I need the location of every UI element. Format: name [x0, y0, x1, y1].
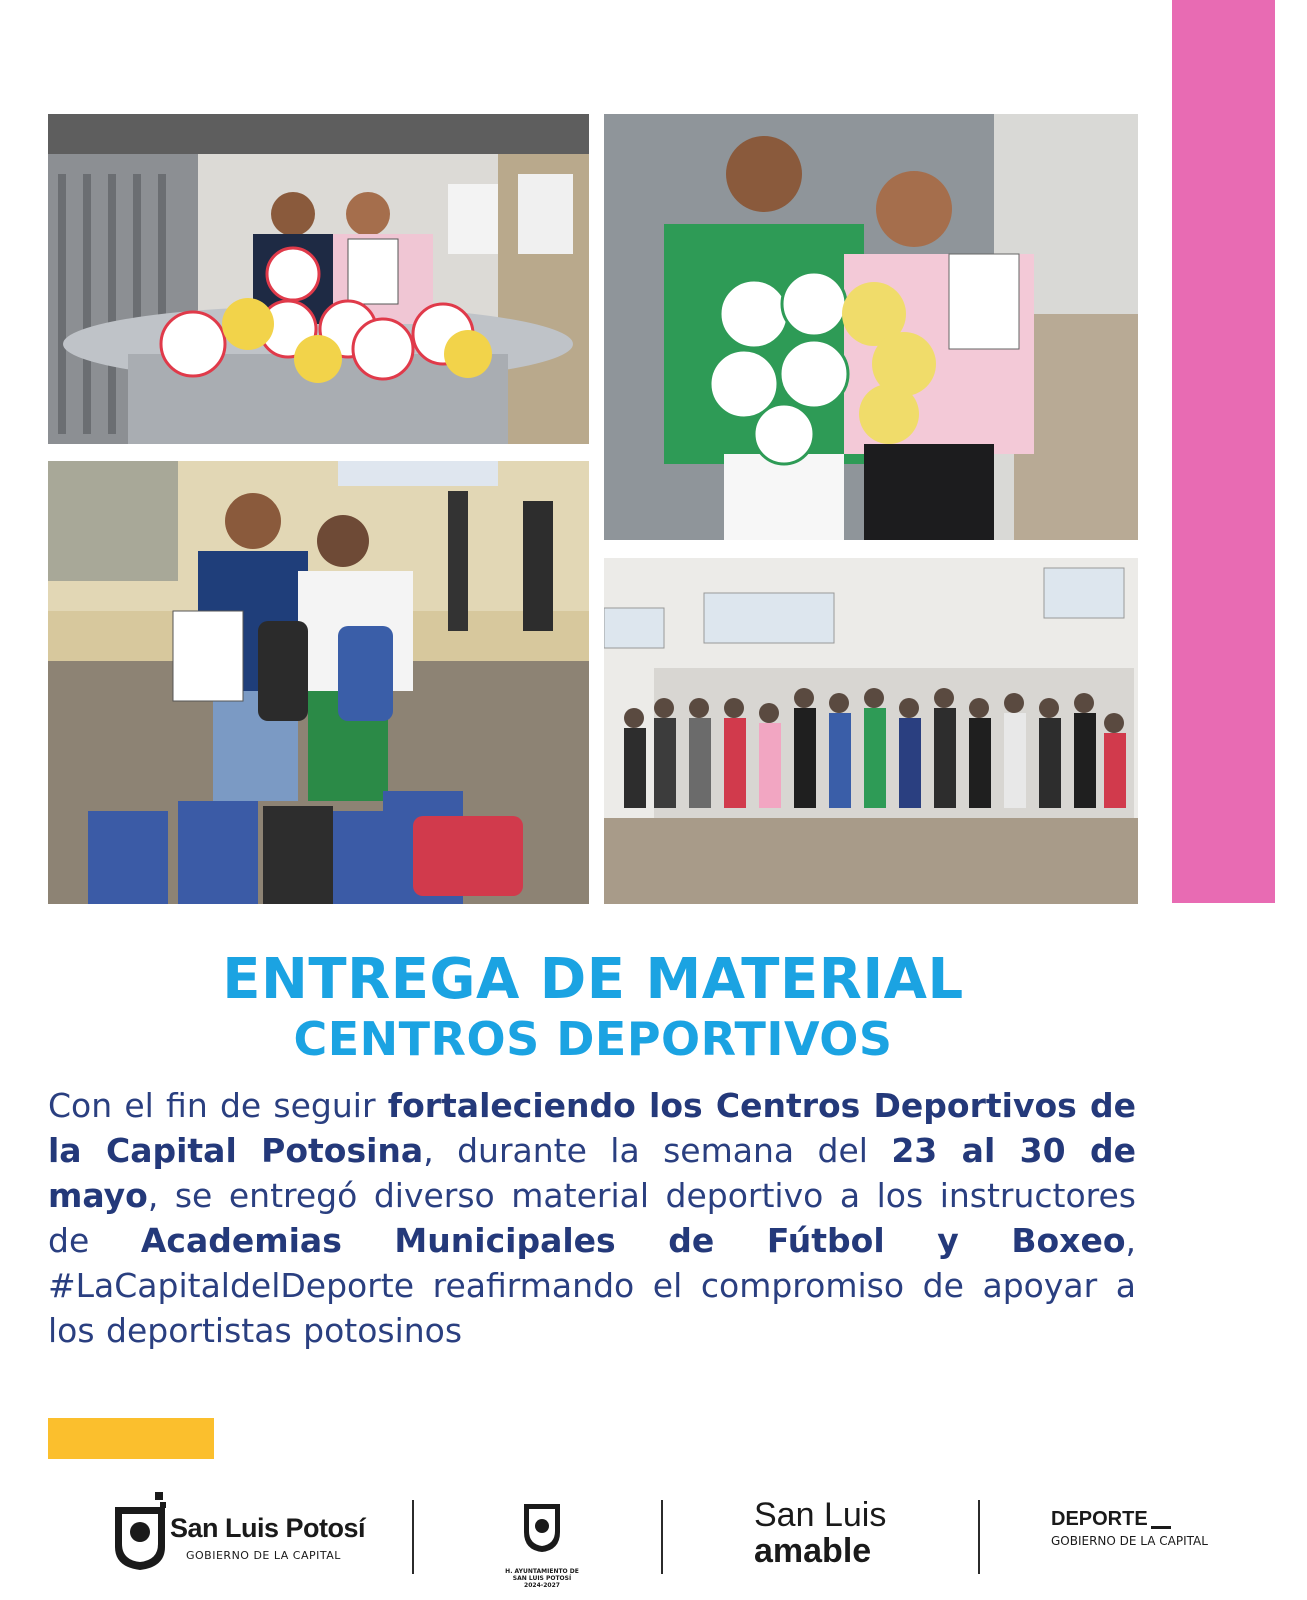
shield-icon	[110, 1492, 170, 1572]
logo-deporte	[1051, 1498, 1251, 1558]
logo-ayuntamiento	[497, 1498, 587, 1588]
deporte-subtitle: GOBIERNO DE LA CAPITAL	[1051, 1534, 1208, 1548]
pink-accent-bar	[1172, 0, 1275, 903]
logo-san-luis-potosi	[110, 1488, 370, 1578]
photo-soccer-balls-booth	[48, 114, 589, 444]
slp-subtitle: GOBIERNO DE LA CAPITAL	[186, 1549, 341, 1562]
headline-title: ENTREGA DE MATERIAL	[222, 947, 964, 1012]
yellow-accent-bar	[48, 1418, 214, 1459]
amable-line1: San Luis	[754, 1496, 887, 1534]
footer-divider	[412, 1500, 414, 1574]
photo-boxing-gloves-gym	[48, 461, 589, 904]
footer-logos	[0, 1488, 1307, 1588]
footer-divider	[661, 1500, 663, 1574]
amable-line2: amable	[754, 1532, 872, 1570]
coat-of-arms-icon	[520, 1498, 564, 1554]
deporte-underline	[1151, 1526, 1171, 1529]
deporte-name: DEPORTE	[1051, 1508, 1148, 1530]
ayuntamiento-text: H. AYUNTAMIENTO DE SAN LUIS POTOSÍ 2024-2027	[505, 1568, 579, 1589]
body-paragraph: Con el fin de seguir fortaleciendo los Centros Deportivos de la Capital Potosina, durante la semana del 23 al 30 de mayo, se entregó diverso material deportivo a los instructores de Academias Municipales de Fútbol y Boxeo, #LaCapitaldelDeporte reafirmando el compromiso de apoyar a los deportistas potosinos	[48, 1086, 1137, 1350]
photo-group-boxing-academy	[604, 558, 1138, 904]
headline-subtitle: CENTROS DEPORTIVOS	[293, 1012, 893, 1066]
logo-san-luis-amable	[754, 1496, 914, 1576]
photo-men-with-soccer-balls	[604, 114, 1138, 540]
slp-name: San Luis Potosí	[170, 1513, 366, 1543]
footer-divider	[978, 1500, 980, 1574]
